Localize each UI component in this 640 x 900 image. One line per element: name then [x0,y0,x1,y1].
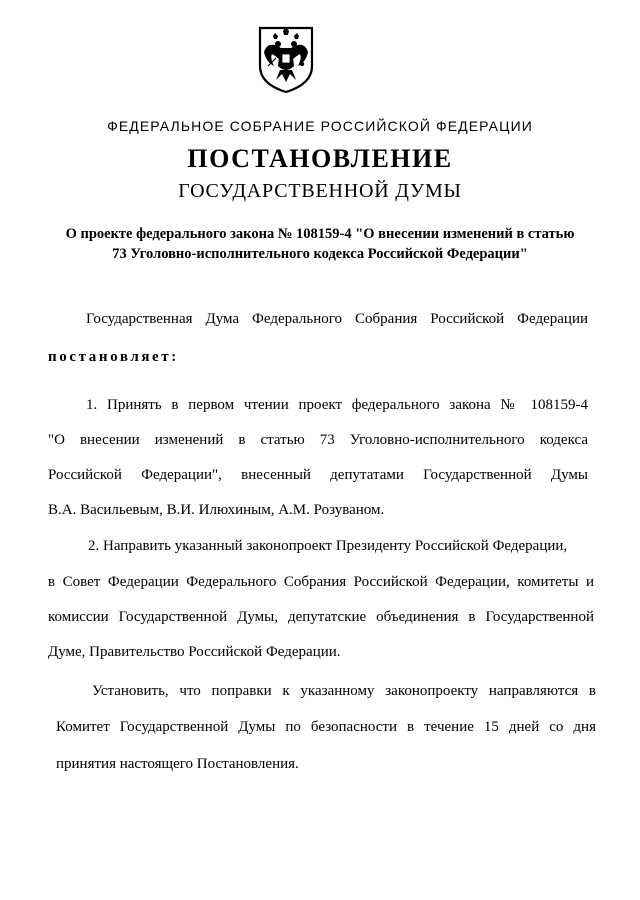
item1-line: В.А. Васильевым, В.И. Илюхиным, А.М. Розуваном. [48,502,385,518]
item3-line: Установить, что поправки к указанному законопроекту направляются в [92,683,596,699]
preamble-line: Государственная Дума Федерального Собрания Российской Федерации [86,311,588,327]
item1-line: "О внесении изменений в статью 73 Уголовно-исполнительного кодекса [48,432,588,448]
subject-line: 73 Уголовно-исполнительного кодекса Российской Федерации" [112,246,528,262]
resolves-label: постановляет: [48,349,179,365]
item2-line: комиссии Государственной Думы, депутатские объединения в Государственной [48,609,594,625]
item3-line: Комитет Государственной Думы по безопасности в течение 15 дней со дня [56,719,596,735]
item1-line: Российской Федерации", внесенный депутатами Государственной Думы [48,467,588,483]
item2-line: Думе, Правительство Российской Федерации. [48,644,341,660]
assembly-name: ФЕДЕРАЛЬНОЕ СОБРАНИЕ РОССИЙСКОЙ ФЕДЕРАЦИИ [107,118,533,134]
item1-line: 1. Принять в первом чтении проект федерального закона № 108159-4 [86,397,588,413]
item2-line: в Совет Федерации Федерального Собрания Российской Федерации, комитеты и [48,574,594,590]
state-emblem-icon [254,22,318,94]
item2-line: 2. Направить указанный законопроект Президенту Российской Федерации, [88,538,568,554]
issuing-body-title: ГОСУДАРСТВЕННОЙ ДУМЫ [178,180,462,202]
document-type-title: ПОСТАНОВЛЕНИЕ [187,144,453,173]
subject-line: О проекте федерального закона № 108159-4 "О внесении изменений в статью [65,226,575,242]
item3-line: принятия настоящего Постановления. [56,756,299,772]
document-subject [40,224,600,264]
